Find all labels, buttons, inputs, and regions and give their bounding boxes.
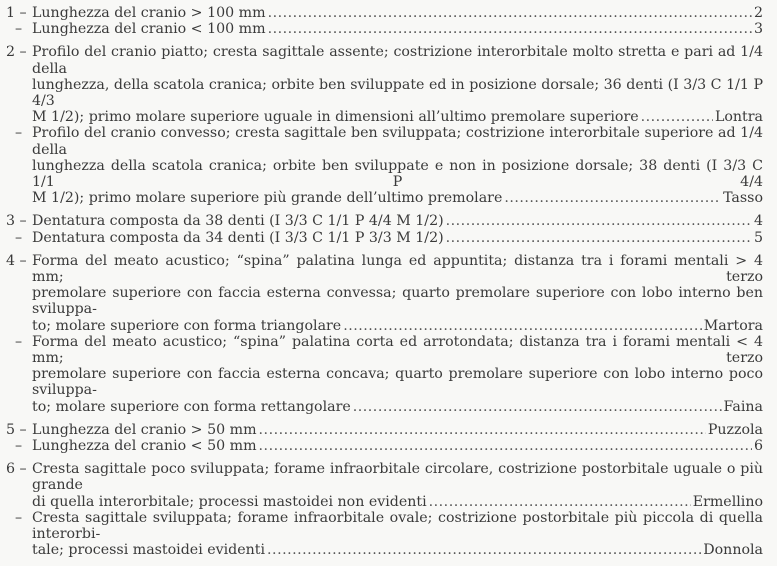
lead-text-line: Lunghezza del cranio < 100 mm [32,21,266,38]
lead-last-line [32,438,763,454]
lead-6b [0,510,777,559]
lead-number [6,125,34,141]
lead-text-line: Lunghezza del cranio > 100 mm [32,5,266,21]
couplet-number: 1 [6,5,16,21]
lead-result: 4 [753,213,763,230]
lead-text-line: Profilo del cranio convesso; cresta sagittale ben sviluppata; costrizione interorbitale superiore ad 1/4 della [32,125,763,158]
leader-dots [343,318,702,334]
lead-result: Lontra [714,109,763,126]
leader-dots [268,5,752,21]
couplet-number: 5 [6,421,16,438]
couplet-6 [0,461,777,558]
lead-result: 5 [753,229,763,246]
lead-text-line: Lunghezza del cranio > 50 mm [32,421,257,438]
lead-text-line: Lunghezza del cranio < 50 mm [32,438,257,455]
lead-last-line [32,318,763,334]
lead-text-line: Forma del meato acustico; “spina” palatina lunga ed appuntita; distanza tra i forami mentali > 4 mm; terzo [32,252,763,286]
lead-dash: – [15,229,23,246]
lead-result: 2 [753,5,763,21]
lead-result: Tasso [723,190,763,207]
leader-dots [259,438,752,454]
lead-text-line: Profilo del cranio piatto; cresta sagittale assente; costrizione interorbitale molto stretta e pari ad 1/4 della [32,44,763,77]
lead-4b [0,334,777,415]
leader-dots [641,109,713,125]
lead-result: Donnola [703,542,763,559]
lead-last-line [32,109,763,125]
couplet-4 [0,253,777,415]
lead-number [6,230,34,246]
couplet-5 [0,422,777,454]
leader-dots [446,230,752,246]
lead-number [6,253,34,269]
couplet-number: 2 [6,44,16,61]
lead-text-line: to; molare superiore con forma triangolare [32,317,342,334]
lead-dash: – [15,509,23,526]
lead-result: 6 [753,438,763,455]
lead-last-line [32,5,763,21]
lead-number [6,510,34,526]
lead-number [6,21,34,37]
lead-number [6,438,34,454]
couplet-1 [0,5,777,37]
lead-last-line [32,399,763,415]
lead-1b [0,21,777,37]
lead-dash: – [19,461,27,478]
couplet-2 [0,44,777,206]
lead-dash: – [19,421,27,438]
lead-text-line: Dentatura composta da 38 denti (I 3/3 C 1/1 P 4/4 M 1/2) [32,213,444,230]
lead-result: Martora [703,317,763,334]
lead-dash: – [19,213,27,230]
lead-dash: – [19,44,27,61]
lead-result: 3 [753,21,763,38]
couplet-3 [0,213,777,245]
lead-number [6,213,34,229]
lead-number [6,334,34,350]
lead-last-line [32,494,763,510]
lead-5b [0,438,777,454]
couplet-number: 4 [6,252,16,269]
lead-last-line [32,190,763,206]
lead-dash: – [15,21,23,38]
lead-6a [0,461,777,510]
leader-dots [429,494,691,510]
leader-dots [353,399,722,415]
lead-2b [0,125,777,206]
lead-text-line: Cresta sagittale sviluppata; forame infraorbitale ovale; costrizione postorbitale più piccola di quella interorbi- [32,509,763,543]
leader-dots [268,21,752,37]
leader-dots [267,542,701,558]
dichotomous-key [0,5,777,566]
lead-3b [0,230,777,246]
leader-dots [504,190,721,206]
lead-last-line [32,230,763,246]
lead-4a [0,253,777,334]
lead-text-line: lunghezza, della scatola cranica; orbite ben sviluppate ed in posizione dorsale; 36 denti (I 3/3 C 1/1 P 4/3 [32,76,763,110]
lead-number [6,5,34,21]
lead-1a [0,5,777,21]
lead-text-line: Forma del meato acustico; “spina” palatina corta ed arrotondata; distanza tra i forami mentali < 4 mm; terzo [32,333,763,367]
lead-last-line [32,542,763,558]
lead-text-line: premolare superiore con faccia esterna concava; quarto premolare superiore con lobo interno poco sviluppa- [32,366,763,399]
lead-dash: – [19,5,27,21]
lead-dash: – [15,333,23,350]
lead-text-line: M 1/2); primo molare superiore uguale in dimensioni all’ultimo premolare superiore [32,109,639,126]
lead-text-line: Cresta sagittale poco sviluppata; forame infraorbitale circolare, costrizione postorbitale uguale o più grande [32,461,763,494]
lead-text-line: tale; processi mastoidei evidenti [32,542,266,559]
couplet-number: 6 [6,461,16,478]
lead-last-line [32,21,763,37]
lead-result: Faina [723,398,763,415]
lead-dash: – [15,438,23,455]
lead-2a [0,44,777,125]
lead-number [6,461,34,477]
lead-result: Puzzola [707,421,763,438]
lead-result: Ermellino [692,493,763,510]
lead-text-line: Dentatura composta da 34 denti (I 3/3 C 1/1 P 3/3 M 1/2) [32,229,444,246]
lead-dash: – [19,252,27,269]
lead-text-line: premolare superiore con faccia esterna convessa; quarto premolare superiore con lobo interno ben sviluppa- [32,285,763,318]
lead-text-line: di quella interorbitale; processi mastoidei non evidenti [32,493,427,510]
couplet-number: 3 [6,213,16,230]
lead-number [6,44,34,60]
lead-dash: – [15,125,23,142]
lead-text-line: M 1/2); primo molare superiore più grande dell’ultimo premolare [32,190,503,207]
lead-text-line: lunghezza della scatola cranica; orbite ben sviluppate e non in posizione dorsale; 38 denti (I 3/3 C 1/1 P 4/4 [32,157,763,191]
leader-dots [446,213,752,229]
lead-3a [0,213,777,229]
lead-last-line [32,213,763,229]
lead-text-line: to; molare superiore con forma rettangolare [32,398,351,415]
